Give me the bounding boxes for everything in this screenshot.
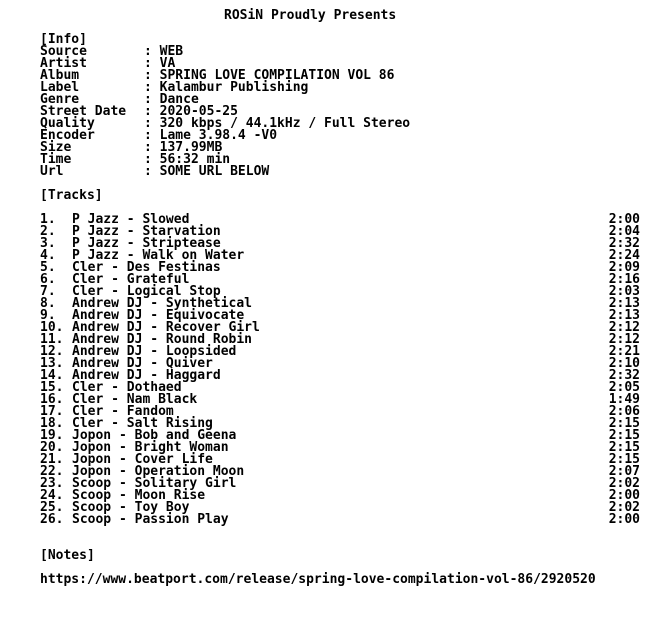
info-key: Url — [40, 164, 64, 179]
track-duration: 2:12 — [608, 332, 640, 347]
track-number: 23. — [40, 476, 64, 491]
info-key: Artist — [40, 56, 87, 71]
track-title: P Jazz - Walk on Water — [72, 248, 245, 263]
track-duration: 2:15 — [608, 440, 640, 455]
track-title: Cler - Nam Black — [72, 392, 198, 407]
track-number: 3. — [40, 236, 56, 251]
track-number: 25. — [40, 500, 64, 515]
info-row — [40, 46, 640, 58]
info-value: Dance — [159, 92, 199, 107]
track-duration: 2:03 — [608, 284, 640, 299]
track-number: 22. — [40, 464, 64, 479]
info-separator: : — [144, 152, 160, 167]
track-number: 1. — [40, 212, 56, 227]
info-separator: : — [144, 68, 160, 83]
track-list — [40, 214, 640, 526]
track-duration: 2:15 — [608, 428, 640, 443]
page-title: ROSiN Proudly Presents — [224, 8, 397, 23]
track-duration: 2:00 — [608, 512, 640, 527]
track-number: 12. — [40, 344, 64, 359]
track-number: 10. — [40, 320, 64, 335]
track-number: 6. — [40, 272, 56, 287]
track-duration: 2:00 — [608, 212, 640, 227]
track-duration: 2:13 — [608, 308, 640, 323]
track-title: Cler - Des Festinas — [72, 260, 221, 275]
info-row — [40, 142, 640, 154]
track-title: P Jazz - Striptease — [72, 236, 221, 251]
track-title: Cler - Logical Stop — [72, 284, 221, 299]
info-key: Album — [40, 68, 80, 83]
info-row — [40, 82, 640, 94]
track-title: Jopon - Operation Moon — [72, 464, 245, 479]
track-duration: 2:02 — [608, 476, 640, 491]
info-value: SOME URL BELOW — [159, 164, 270, 179]
track-title: Andrew DJ - Loopsided — [72, 344, 237, 359]
track-number: 4. — [40, 248, 56, 263]
track-number: 24. — [40, 488, 64, 503]
track-duration: 2:16 — [608, 272, 640, 287]
track-duration: 1:49 — [608, 392, 640, 407]
info-value: WEB — [159, 44, 184, 59]
track-duration: 2:24 — [608, 248, 640, 263]
info-key: Source — [40, 44, 87, 59]
info-separator: : — [144, 56, 160, 71]
info-value: VA — [159, 56, 176, 71]
info-key: Genre — [40, 92, 80, 107]
track-title: Cler - Dothaed — [72, 380, 182, 395]
info-key: Size — [40, 140, 72, 155]
track-duration: 2:12 — [608, 320, 640, 335]
track-title: Jopon - Bright Woman — [72, 440, 229, 455]
track-duration: 2:15 — [608, 416, 640, 431]
track-duration: 2:06 — [608, 404, 640, 419]
track-row — [40, 514, 640, 526]
track-duration: 2:32 — [608, 236, 640, 251]
info-row — [40, 70, 640, 82]
track-title: Andrew DJ - Recover Girl — [72, 320, 260, 335]
notes-section-label: [Notes] — [40, 548, 95, 563]
info-value: 56:32 min — [159, 152, 231, 167]
track-number: 2. — [40, 224, 56, 239]
track-title: Scoop - Solitary Girl — [72, 476, 237, 491]
info-separator: : — [144, 104, 160, 119]
info-row — [40, 130, 640, 142]
info-section-label: [Info] — [40, 32, 87, 47]
track-duration: 2:13 — [608, 296, 640, 311]
info-separator: : — [144, 44, 160, 59]
track-title: Scoop - Toy Boy — [72, 500, 190, 515]
info-value: Kalambur Publishing — [159, 80, 309, 95]
track-number: 9. — [40, 308, 56, 323]
info-row — [40, 118, 640, 130]
track-title: Cler - Fandom — [72, 404, 174, 419]
track-title: P Jazz - Starvation — [72, 224, 221, 239]
info-key: Encoder — [40, 128, 95, 143]
info-separator: : — [144, 92, 160, 107]
track-duration: 2:07 — [608, 464, 640, 479]
track-number: 13. — [40, 356, 64, 371]
track-duration: 2:32 — [608, 368, 640, 383]
track-number: 11. — [40, 332, 64, 347]
track-number: 8. — [40, 296, 56, 311]
track-duration: 2:02 — [608, 500, 640, 515]
release-url-link[interactable]: https://www.beatport.com/release/spring-love-compilation-vol-86/2920520 — [40, 572, 596, 587]
track-title: Andrew DJ - Round Robin — [72, 332, 253, 347]
track-title: P Jazz - Slowed — [72, 212, 190, 227]
info-value: SPRING LOVE COMPILATION VOL 86 — [159, 68, 395, 83]
track-duration: 2:00 — [608, 488, 640, 503]
info-key: Time — [40, 152, 72, 167]
track-number: 20. — [40, 440, 64, 455]
info-value: 2020-05-25 — [159, 104, 238, 119]
info-value: 137.99MB — [159, 140, 223, 155]
track-duration: 2:10 — [608, 356, 640, 371]
track-title: Jopon - Cover Life — [72, 452, 213, 467]
info-separator: : — [144, 164, 160, 179]
track-number: 17. — [40, 404, 64, 419]
info-key: Quality — [40, 116, 95, 131]
info-separator: : — [144, 128, 160, 143]
track-number: 18. — [40, 416, 64, 431]
info-separator: : — [144, 80, 160, 95]
track-number: 26. — [40, 512, 64, 527]
release-nfo-document — [40, 10, 640, 586]
track-number: 21. — [40, 452, 64, 467]
info-value: Lame 3.98.4 -V0 — [159, 128, 278, 143]
track-number: 16. — [40, 392, 64, 407]
track-number: 15. — [40, 380, 64, 395]
track-duration: 2:21 — [608, 344, 640, 359]
track-duration: 2:04 — [608, 224, 640, 239]
track-title: Jopon - Bob and Geena — [72, 428, 237, 443]
track-title: Scoop - Passion Play — [72, 512, 229, 527]
info-key: Label — [40, 80, 80, 95]
track-title: Scoop - Moon Rise — [72, 488, 206, 503]
info-key: Street Date — [40, 104, 127, 119]
info-row — [40, 94, 640, 106]
tracks-section-label: [Tracks] — [40, 188, 103, 203]
track-duration: 2:05 — [608, 380, 640, 395]
track-title: Andrew DJ - Quiver — [72, 356, 213, 371]
track-title: Andrew DJ - Equivocate — [72, 308, 245, 323]
track-number: 14. — [40, 368, 64, 383]
track-number: 19. — [40, 428, 64, 443]
track-title: Cler - Salt Rising — [72, 416, 213, 431]
info-row — [40, 154, 640, 166]
info-list — [40, 46, 640, 178]
info-value: 320 kbps / 44.1kHz / Full Stereo — [159, 116, 411, 131]
info-separator: : — [144, 116, 160, 131]
track-duration: 2:15 — [608, 452, 640, 467]
track-title: Cler - Grateful — [72, 272, 190, 287]
track-title: Andrew DJ - Haggard — [72, 368, 221, 383]
info-row — [40, 166, 640, 178]
track-title: Andrew DJ - Synthetical — [72, 296, 253, 311]
track-number: 7. — [40, 284, 56, 299]
info-separator: : — [144, 140, 160, 155]
track-number: 5. — [40, 260, 56, 275]
track-duration: 2:09 — [608, 260, 640, 275]
